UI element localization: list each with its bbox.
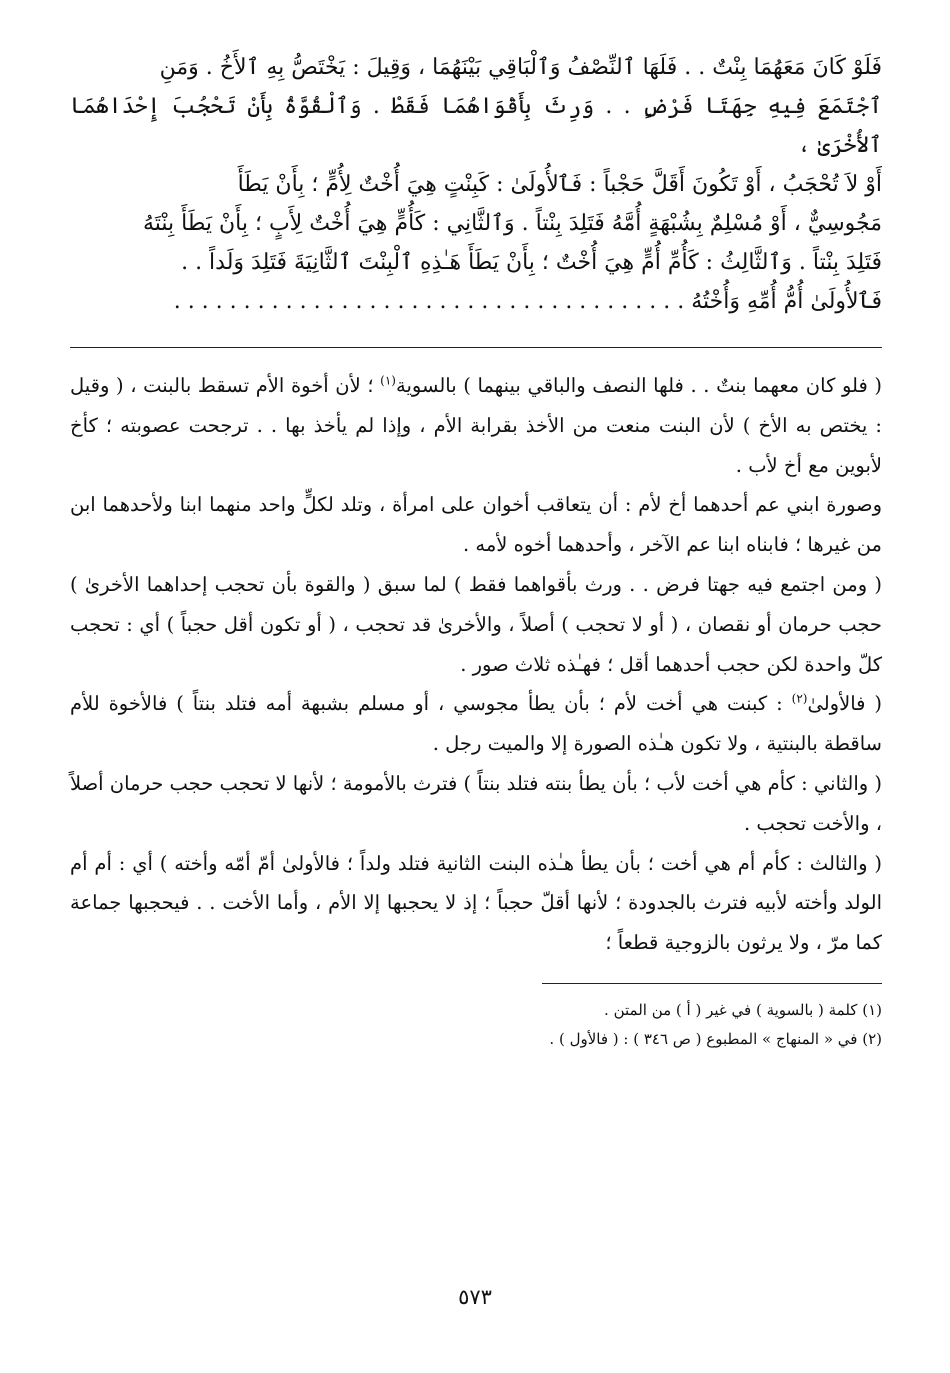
matn-line: أَوْ لاَ تُحْجَبُ ، أَوْ تَكُونَ أَقَلَّ حَجْباً : فَٱلأُولَىٰ : كَبِنْتٍ هِيَ أُخْتٌ لِأُمٍّ ؛ بِأَنْ يَطَأَ [237, 172, 882, 197]
commentary-paragraph: ( ومن اجتمع فيه جهتا فرض . . ورث بأقواهما فقط ) لما سبق ( والقوة بأن تحجب إحداهما الأخرىٰ ) حجب حرمان أو نقصان ، ( أو لا تحجب ) أصلاً ، والأخرىٰ قد تحجب ، ( أو تكون أقل حجباً ) أي : تحجب كلّ واحدة لكن حجب أحدهما أقل ؛ فهـٰذه ثلاث صور . [70, 572, 882, 676]
page-body [70, 48, 882, 1054]
footnotes [70, 996, 882, 1054]
matn-line: فَلَوْ كَانَ مَعَهُمَا بِنْتٌ . . فَلَهَا ٱلنِّصْفُ وَٱلْبَاقِي بَيْنَهُمَا ، وَقِيلَ : يَخْتَصُّ بِهِ ٱلأَخُ . وَمَنِ [159, 55, 882, 80]
footnote-separator [542, 983, 882, 984]
main-separator [70, 347, 882, 348]
commentary-text: : كبنت هي أخت لأم ؛ بأن يطأ مجوسي ، أو مسلم بشبهة أمه فتلد بنتاً ) فالأخوة للأم ساقطة بالبنتية ، ولا تكون هـٰذه الصورة إلا والميت رجل . [70, 692, 882, 756]
commentary-paragraph [70, 684, 882, 764]
commentary-paragraph [70, 366, 882, 485]
commentary [70, 366, 882, 963]
matn-line-last [70, 282, 882, 321]
commentary-paragraph: ( والثالث : كأم أم هي أخت ؛ بأن يطأ هـٰذه البنت الثانية فتلد ولداً ؛ فالأولىٰ أمّ أمّه وأخته ) أي : أم أم الولد وأخته لأبيه فترث بالجدودة ؛ لأنها أقلّ حجباً ؛ إذ لا يحجبها إلا الأم ، وأما الأخت . . فيحجبها جماعة كما مرّ ، ولا يرثون بالزوجية قطعاً ؛ [70, 851, 882, 955]
matn-line: فَٱلأُولَىٰ أُمُّ أُمِّهِ وَأُخْتُهُ . [677, 289, 882, 314]
footnote-ref: (١) [380, 373, 396, 388]
footnote: (١) كلمة ( بالسوية ) في غير ( أ ) من المتن . [604, 1000, 882, 1019]
commentary-paragraph: ( والثاني : كأم هي أخت لأب ؛ بأن يطأ بنته فتلد بنتاً ) فترث بالأمومة ؛ لأنها لا تحجب حجب حرمان أصلاً ، والأخت تحجب . [69, 771, 882, 835]
footnote-ref: (٢) [791, 691, 808, 706]
commentary-text: ( فالأولىٰ [807, 692, 883, 716]
main-text [70, 48, 882, 321]
commentary-text: ( فلو كان معهما بنتٌ . . فلها النصف والباقي بينهما ) بالسوية [395, 374, 883, 397]
commentary-text: ؛ لأن أخوة الأم تسقط بالبنت ، ( وقيل : يختص به الأخ ) لأن البنت منعت من الأخذ بقرابة الأم ، وإذا لم يأخذ بها . . ترجحت عصوبته ؛ كأخ لأبوين مع أخ لأب . [70, 374, 882, 477]
footnote: (٢) في « المنهاج » المطبوع ( ص ٣٤٦ ) : ( فالأول ) . [549, 1029, 882, 1048]
matn-line: مَجُوسِيٌّ ، أَوْ مُسْلِمٌ بِشُبْهَةٍ أُمَّهُ فَتَلِدَ بِنْتاً . وَٱلثَّانِي : كَأُمٍّ هِيَ أُخْتٌ لِأَبٍ ؛ بِأَنْ يَطَأَ بِنْتَهُ [142, 211, 882, 236]
matn-line: ٱجْتَمَعَ فِيهِ جِهَتَا فَرْضٍ . . وَرِثَ بِأَقْوَاهُمَا فَقَطْ . وَٱلْقُوَّةُ بِأَنْ تَحْجُبَ إِحْدَاهُمَا ٱلأُخْرَىٰ ، [70, 94, 882, 158]
matn-dots: . . . . . . . . . . . . . . . . . . . . . . . . . . . . . . . . . . . . [173, 289, 671, 314]
matn-line: فَتَلِدَ بِنْتاً . وَٱلثَّالِثُ : كَأُمِّ أُمٍّ هِيَ أُخْتٌ ؛ بِأَنْ يَطَأَ هَـٰذِهِ ٱلْبِنْتَ ٱلثَّانِيَةَ فَتَلِدَ وَلَداً . . [181, 250, 882, 275]
commentary-paragraph: وصورة ابني عم أحدهما أخ لأم : أن يتعاقب أخوان على امرأة ، وتلد لكلٍّ واحد منهما ابنا ولأحدهما ابن من غيرها ؛ فابناه ابنا عم الآخر ، وأحدهما أخوه لأمه . [70, 493, 882, 557]
page-number: ٥٧٣ [458, 1285, 492, 1309]
